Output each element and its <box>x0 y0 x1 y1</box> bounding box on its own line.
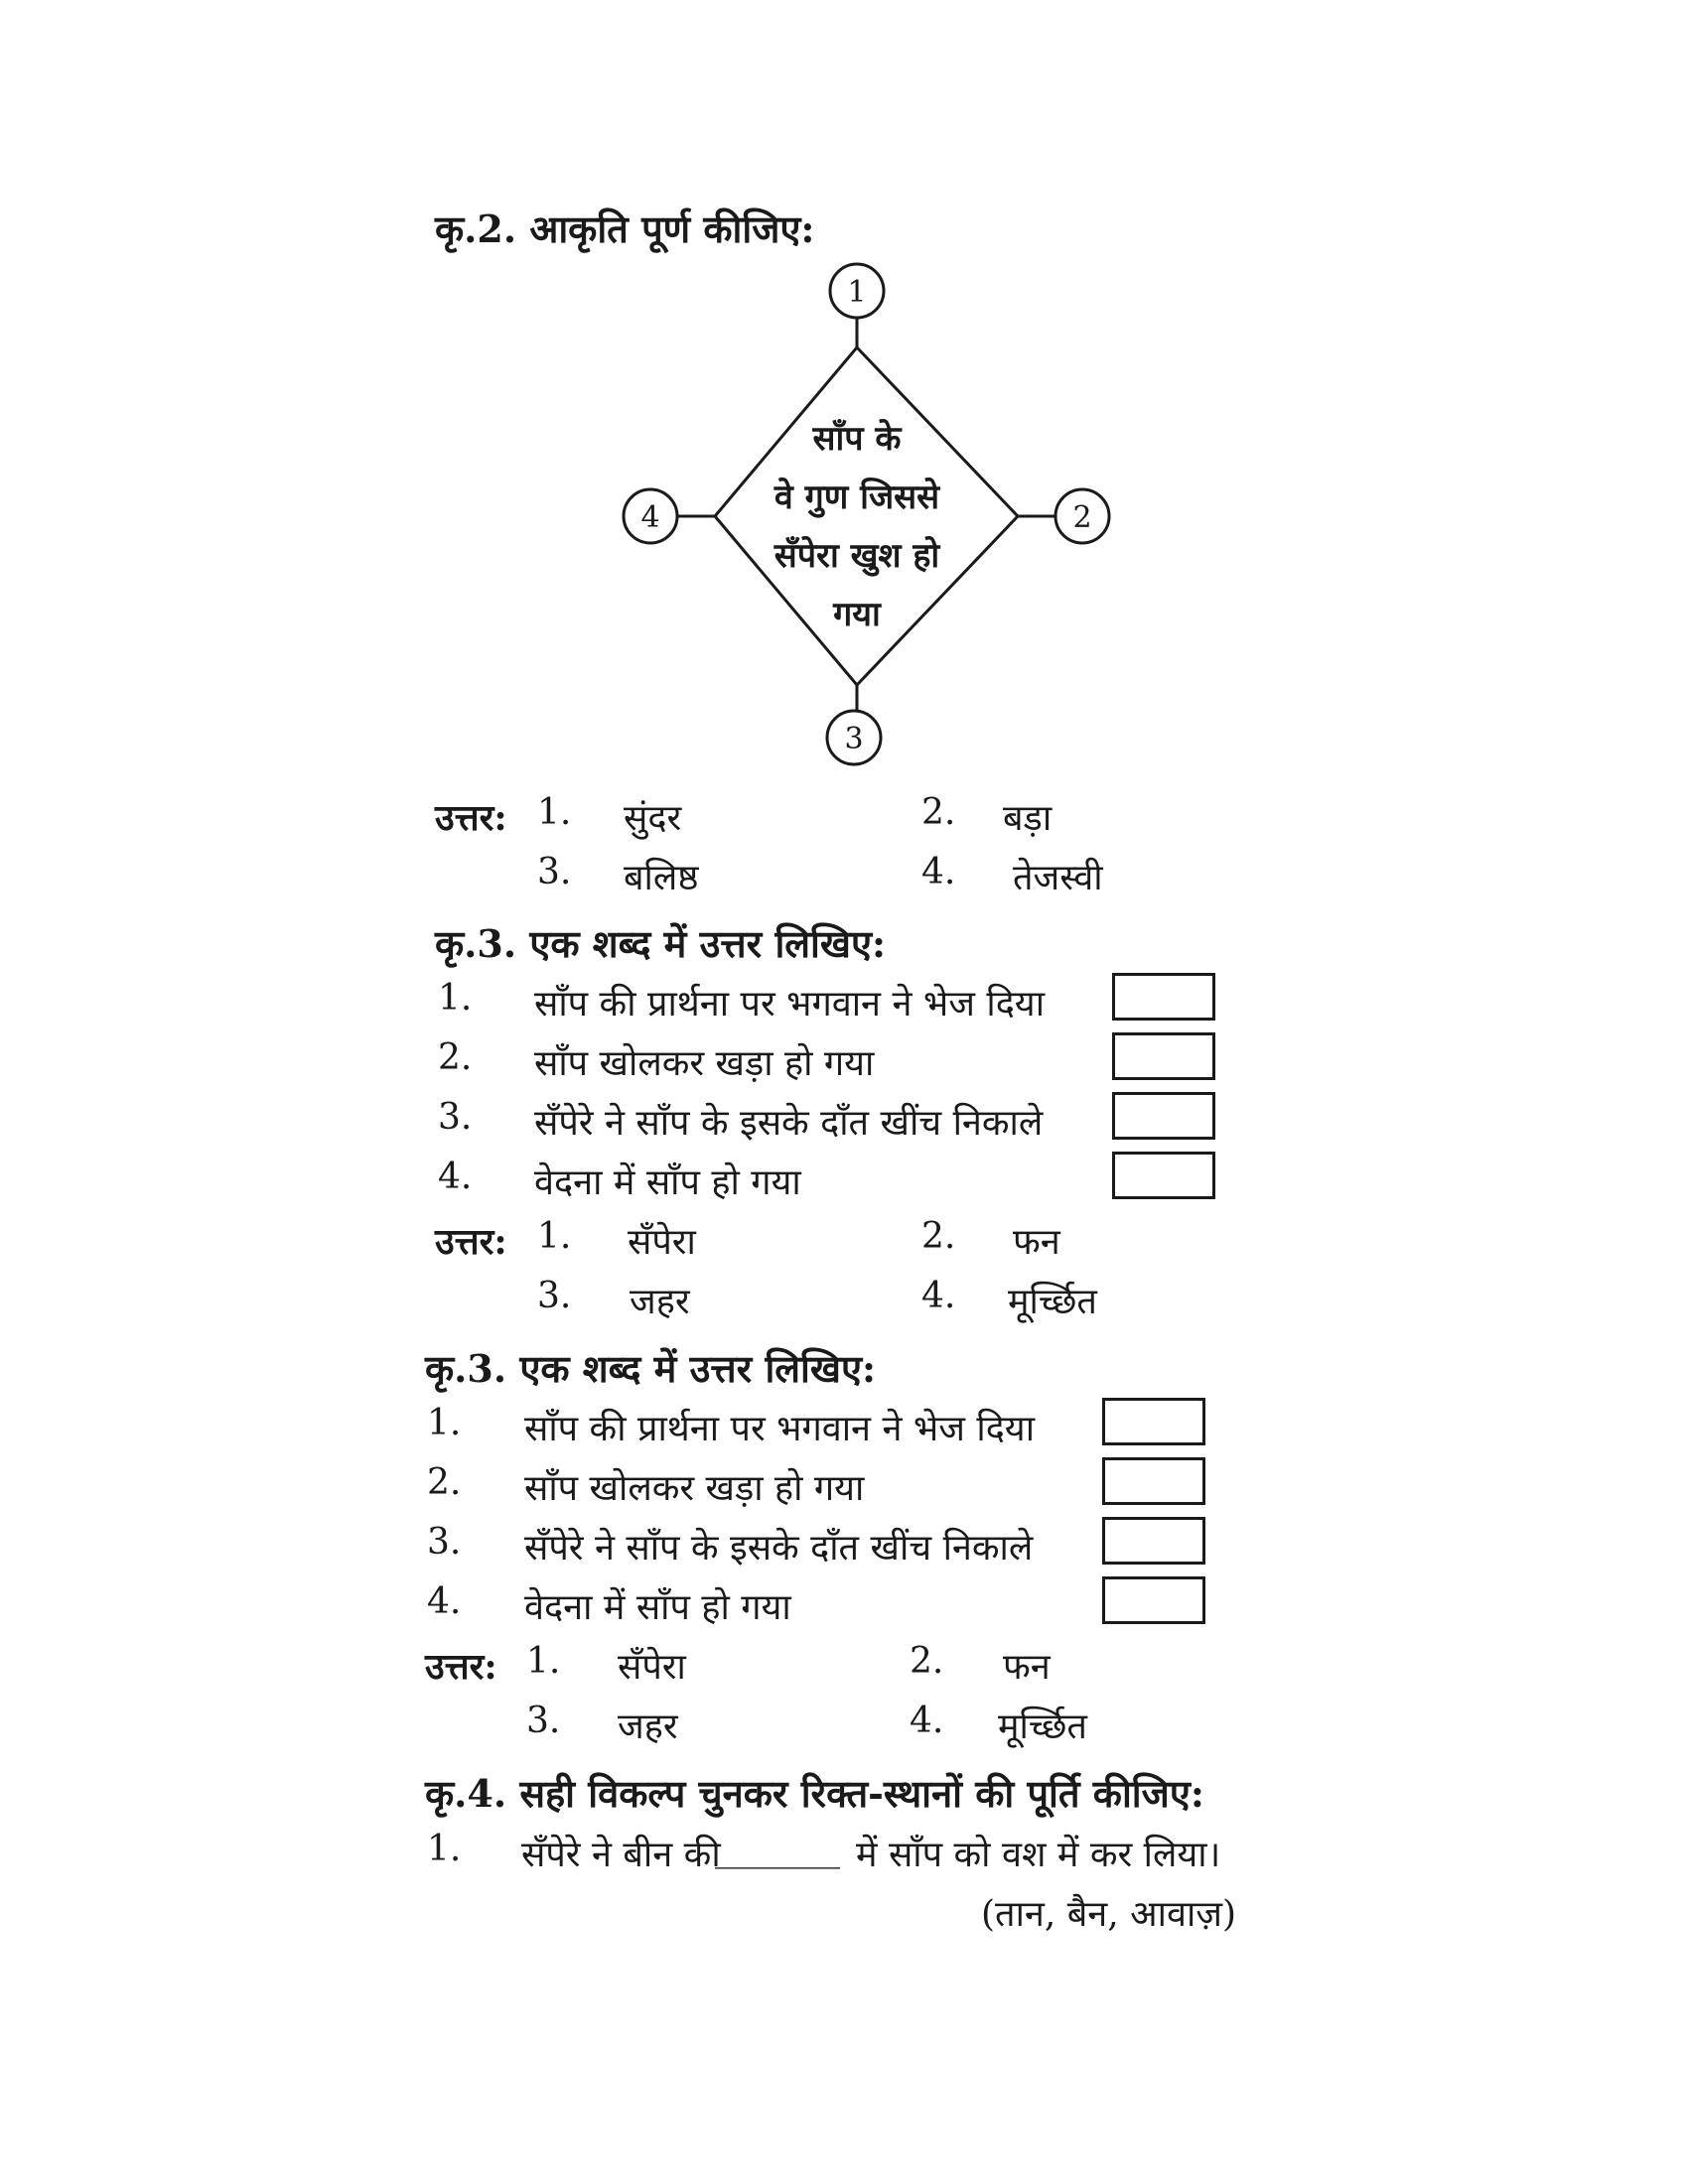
q3a-answer-box-1[interactable] <box>1112 973 1215 1021</box>
q3b-item-2-text: साँप खोलकर खड़ा हो गया <box>524 1468 865 1509</box>
q3a-item-4-text: वेदना में साँप हो गया <box>534 1162 801 1203</box>
q2-answer-4-num: 4. <box>921 852 956 892</box>
q3b-answer-3-num: 3. <box>526 1701 561 1741</box>
q3b-answer-1-text: सँपेरा <box>618 1647 686 1688</box>
q4-item-1-text-before: सँपेरे ने बीन की <box>521 1835 721 1875</box>
diamond-text-line-2: वे गुण जिससे <box>774 478 940 517</box>
q4-item-1-text-after: में साँप को वश में कर लिया। <box>856 1835 1221 1875</box>
q3b-item-1-text: साँप की प्रार्थना पर भगवान ने भेज दिया <box>524 1409 1036 1449</box>
q2-answer-1-num: 1. <box>537 792 572 833</box>
q3a-heading: कृ.3. एक शब्द में उत्तर लिखिए: <box>435 921 887 966</box>
q3b-answer-2-text: फन <box>1003 1647 1051 1688</box>
q3a-item-4-num: 4. <box>438 1157 473 1197</box>
q3b-item-3-num: 3. <box>427 1522 462 1563</box>
q2-answer-3-text: बलिष्ठ <box>624 858 699 898</box>
q3b-answer-4-text: मूर्च्छित <box>998 1706 1087 1747</box>
q3b-answer-box-2[interactable] <box>1102 1457 1205 1505</box>
q3b-answer-box-3[interactable] <box>1102 1517 1205 1565</box>
q3a-answer-3-num: 3. <box>537 1276 572 1316</box>
q3a-item-2-text: साँप खोलकर खड़ा हो गया <box>534 1043 875 1084</box>
circle-num-right: 2 <box>1072 500 1092 535</box>
q3a-answer-3-text: जहर <box>630 1282 690 1322</box>
q2-answer-2-text: बड़ा <box>1003 798 1053 839</box>
q3b-answer-box-1[interactable] <box>1102 1398 1205 1445</box>
q3a-answer-1-num: 1. <box>537 1216 572 1257</box>
q3b-item-3-text: सँपेरे ने साँप के इसके दाँत खींच निकाले <box>524 1528 1034 1569</box>
q2-answer-2-num: 2. <box>921 792 956 833</box>
q2-answer-4-text: तेजस्वी <box>1013 858 1103 898</box>
q3b-answer-1-num: 1. <box>526 1641 561 1682</box>
q4-heading: कृ.4. सही विकल्प चुनकर रिक्त-स्थानों की पूर्ति कीजिए: <box>425 1771 1204 1816</box>
q3b-answer-4-num: 4. <box>910 1701 944 1741</box>
q2-answer-1-text: सुंदर <box>624 798 682 839</box>
circle-num-top: 1 <box>847 275 867 310</box>
q4-item-1-num: 1. <box>427 1829 462 1869</box>
q3a-answer-4-text: मूर्च्छित <box>1008 1282 1097 1322</box>
q3a-item-1-num: 1. <box>438 978 473 1019</box>
q3a-item-2-num: 2. <box>438 1037 473 1078</box>
circle-num-left: 4 <box>640 500 660 535</box>
q3a-answer-2-text: फन <box>1013 1222 1060 1263</box>
q2-diamond-diagram <box>576 253 1132 789</box>
q3a-answer-1-text: सँपेरा <box>628 1222 696 1263</box>
diamond-text-line-1: साँप के <box>812 419 902 459</box>
q3a-answer-box-3[interactable] <box>1112 1092 1215 1140</box>
q4-options: (तान, बैन, आवाज़) <box>981 1894 1237 1935</box>
q3b-item-1-num: 1. <box>427 1403 462 1443</box>
q3a-item-3-text: सँपेरे ने साँप के इसके दाँत खींच निकाले <box>534 1103 1044 1144</box>
diamond-text-line-4: गया <box>833 595 881 634</box>
q3a-answer-4-num: 4. <box>921 1276 956 1316</box>
q3b-answer-2-num: 2. <box>910 1641 944 1682</box>
q3a-answer-box-2[interactable] <box>1112 1032 1215 1080</box>
q3b-item-4-num: 4. <box>427 1581 462 1622</box>
q3b-item-2-num: 2. <box>427 1462 462 1503</box>
q3b-item-4-text: वेदना में साँप हो गया <box>524 1587 791 1628</box>
q4-item-1-blank[interactable]: _______ <box>715 1829 840 1869</box>
q2-answer-label: उत्तर: <box>435 797 507 839</box>
q2-answer-3-num: 3. <box>537 852 572 892</box>
q3a-answer-box-4[interactable] <box>1112 1152 1215 1199</box>
q2-heading: कृ.2. आकृति पूर्ण कीजिए: <box>435 206 815 251</box>
diamond-text-line-3: सँपेरा खुश हो <box>774 536 940 576</box>
circle-num-bottom: 3 <box>844 722 864 756</box>
q3b-answer-3-text: जहर <box>618 1706 678 1747</box>
q3b-heading: कृ.3. एक शब्द में उत्तर लिखिए: <box>425 1346 877 1391</box>
q3a-item-1-text: साँप की प्रार्थना पर भगवान ने भेज दिया <box>534 984 1046 1024</box>
q3a-answer-2-num: 2. <box>921 1216 956 1257</box>
q3b-answer-box-4[interactable] <box>1102 1576 1205 1624</box>
q3b-answer-label: उत्तर: <box>425 1646 497 1688</box>
q3a-answer-label: उत्तर: <box>435 1221 507 1263</box>
q3a-item-3-num: 3. <box>438 1097 473 1138</box>
